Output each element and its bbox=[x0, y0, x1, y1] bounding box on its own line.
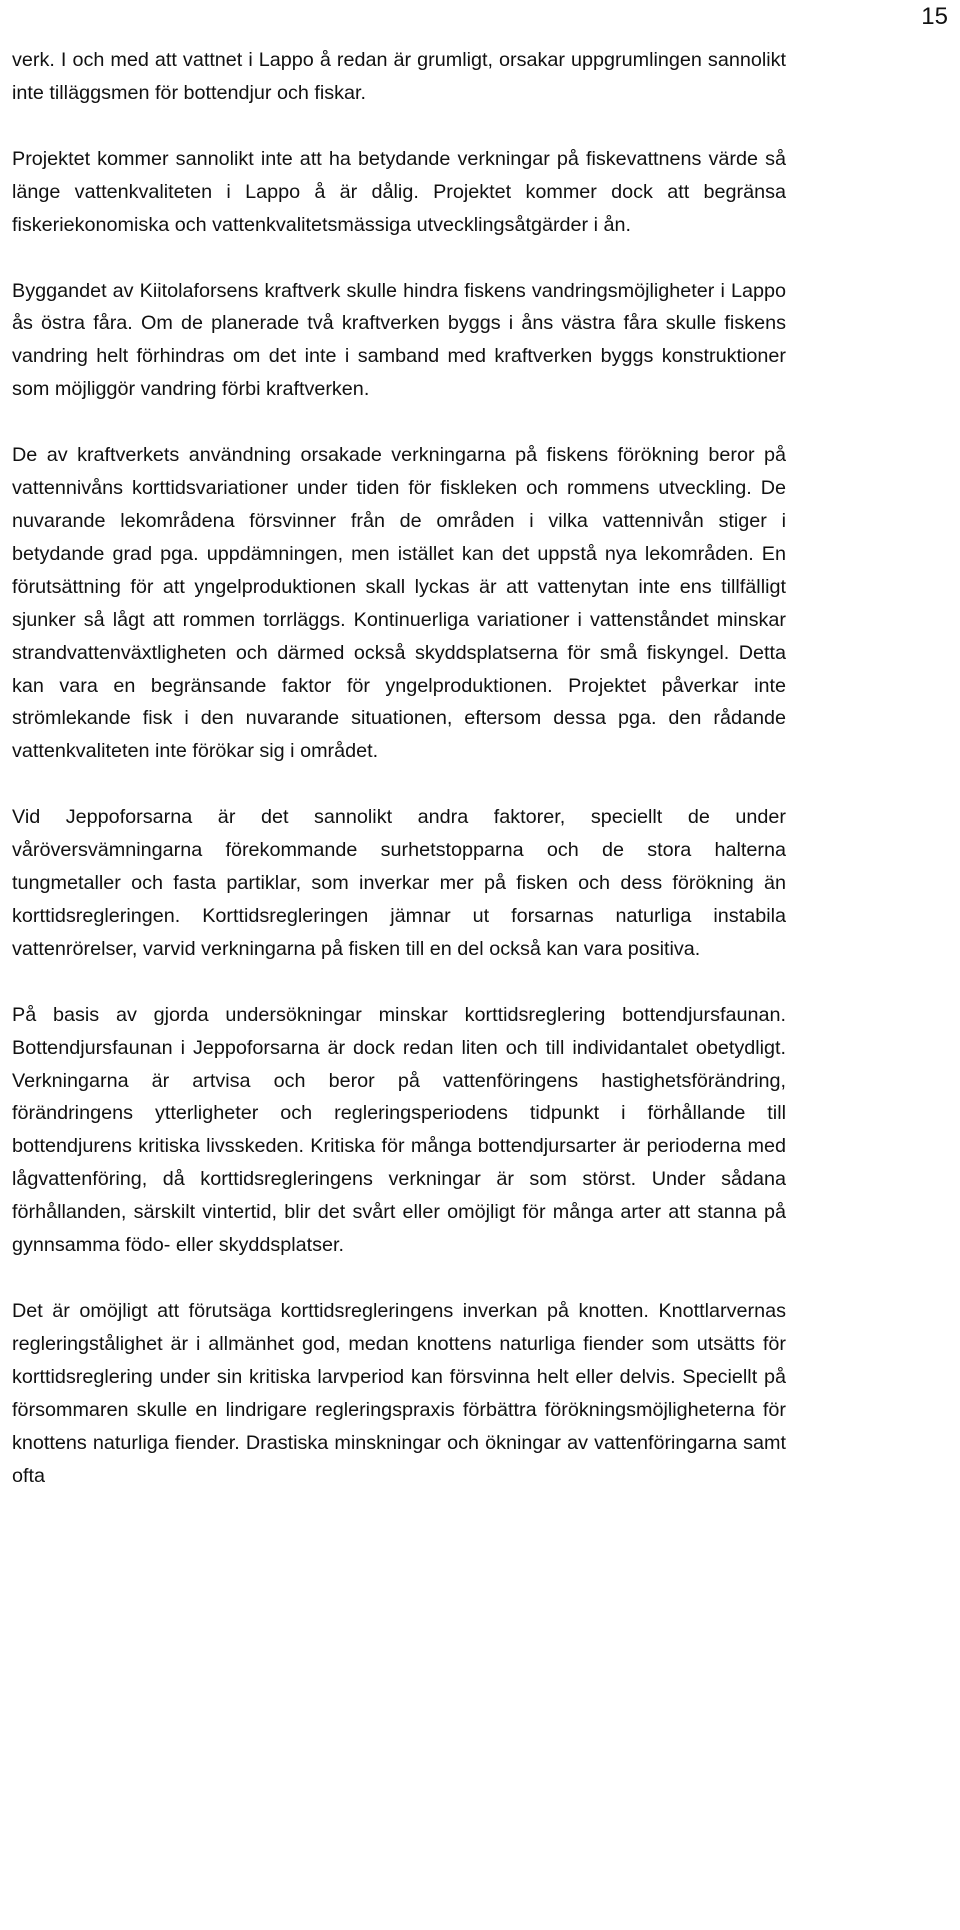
paragraph-reproduction: De av kraftverkets användning orsakade verkningarna på fiskens förökning beror på vattennivåns korttidsvariationer under tiden för fiskleken och rommens utveckling. De nuvarande lekområdena försvinner från de områden i vilka vattennivån stiger i betydande grad pga. uppdämningen, men istället kan det uppstå nya lekområden. En förutsättning för att yngelproduktionen skall lyckas är att vattenytan inte ens tillfälligt sjunker så lågt att rommen torrläggs. Kontinuerliga variationer i vattenståndet minskar strandvattenväxtligheten och därmed också skyddsplatserna för små fiskyngel. Detta kan vara en begränsande faktor för yngelproduktionen. Projektet påverkar inte strömlekande fisk i den nuvarande situationen, eftersom dessa pga. den rådande vattenkvaliteten inte förökar sig i området. bbox=[12, 444, 786, 763]
paragraph-jeppoforsarna: Vid Jeppoforsarna är det sannolikt andra faktorer, speciellt de under våröversvämningarna förekommande surhetstopparna och de stora halterna tungmetaller och fasta partiklar, som inverkar mer på fisken och dess förökning än korttidsregleringen. Korttidsregleringen jämnar ut forsarnas naturliga instabila vattenrörelser, varvid verkningarna på fisken till en del också kan vara positiva. bbox=[12, 806, 786, 960]
body-text bbox=[12, 44, 786, 1525]
paragraph-fishing-water-value: Projektet kommer sannolikt inte att ha betydande verkningar på fiskevattnens värde så länge vattenkvaliteten i Lappo å är dålig. Projektet kommer dock att begränsa fiskeriekonomiska och vattenkvalitetsmässiga utvecklingsåtgärder i ån. bbox=[12, 147, 786, 236]
paragraph-migration: Byggandet av Kiitolaforsens kraftverk skulle hindra fiskens vandringsmöjligheter i Lappo ås östra fåra. Om de planerade två kraftverken byggs i åns västra fåra skulle fiskens vandring helt förhindras om det inte i samband med kraftverken byggs konstruktioner som möjliggör vandring förbi kraftverken. bbox=[12, 279, 786, 401]
paragraph-bottom-fauna: På basis av gjorda undersökningar minskar korttidsreglering bottendjursfaunan. Bottendjursfaunan i Jeppoforsarna är dock redan liten och till individantalet obetydligt. Verkningarna är artvisa och beror på vattenföringens hastighetsförändring, förändringens ytterligheter och regleringsperiodens tidpunkt i förhållande till bottendjurens kritiska livsskeden. Kritiska för många bottendjursarter är perioderna med lågvattenföring, då korttidsregleringens verkningar är som störst. Under sådana förhållanden, särskilt vintertid, blir det svårt eller omöjligt för många arter att stanna på gynnsamma födo- eller skyddsplatser. bbox=[12, 1003, 786, 1257]
page-number: 15 bbox=[921, 3, 948, 30]
paragraph-continuation: verk. I och med att vattnet i Lappo å redan är grumligt, orsakar uppgrumlingen sannolikt inte tilläggsmen för bottendjur och fiskar. bbox=[12, 49, 786, 104]
paragraph-black-flies: Det är omöjligt att förutsäga korttidsregleringens inverkan på knotten. Knottlarvernas regleringstålighet är i allmänhet god, medan knottens naturliga fiender som utsätts för korttidsreglering under sin kritiska larvperiod kan försvinna helt eller delvis. Speciellt på försommaren skulle en lindrigare regleringspraxis förbättra förökningsmöjligheterna för knottens naturliga fiender. Drastiska minskningar och ökningar av vattenföringarna samt ofta bbox=[12, 1300, 786, 1487]
